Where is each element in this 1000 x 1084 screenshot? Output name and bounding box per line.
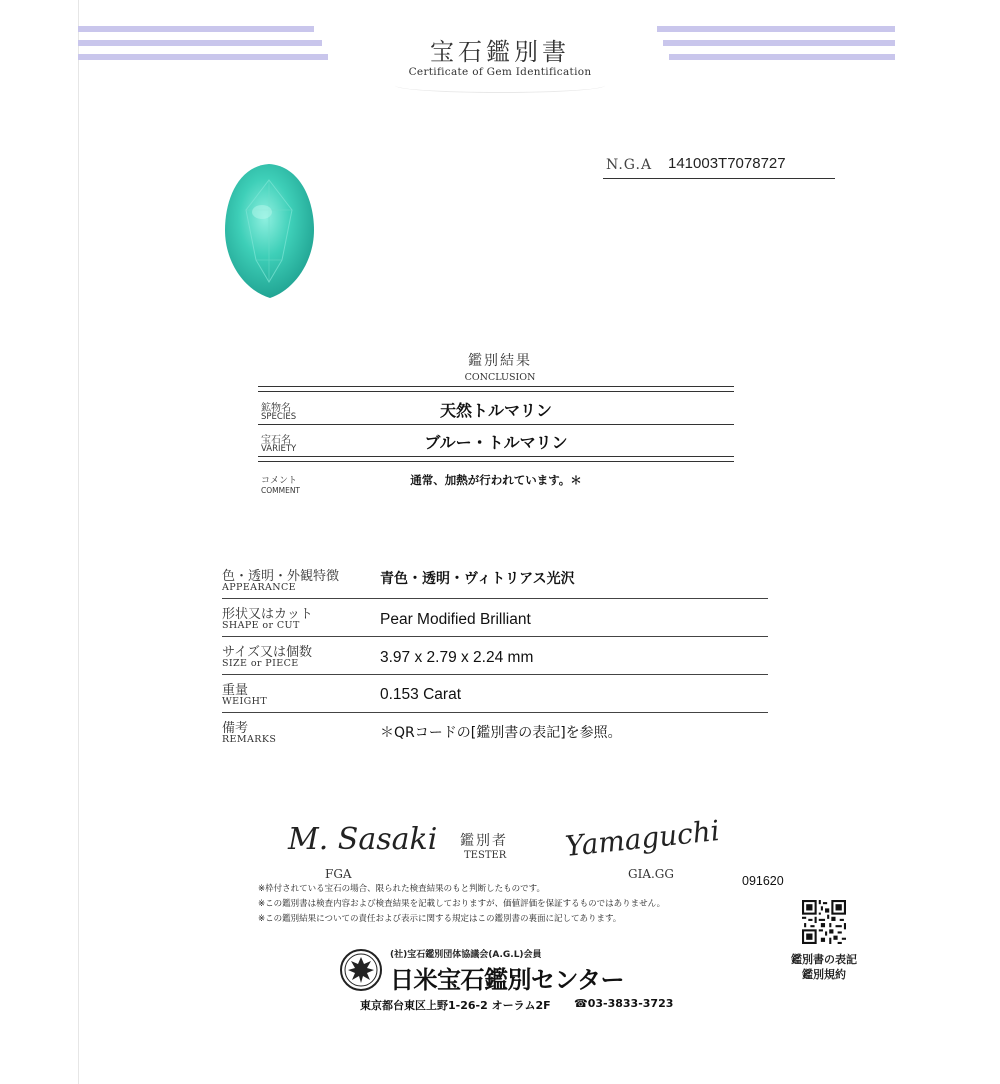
tester-label-jp: 鑑別者 xyxy=(460,833,508,849)
appearance-label-jp: 色・透明・外観特徴 xyxy=(222,569,340,584)
certificate-title: 宝石鑑別書 xyxy=(430,38,570,66)
association-membership: (社)宝石鑑別団体協議会(A.G.L)会員 xyxy=(390,950,542,960)
tester-label-en: TESTER xyxy=(464,850,507,861)
size-label-jp: サイズ又は個数 xyxy=(222,645,312,660)
certificate-subtitle: Certificate of Gem Identification xyxy=(408,66,592,78)
species-value: 天然トルマリン xyxy=(439,401,552,420)
left-signer-title: FGA xyxy=(325,867,352,881)
species-label-en: SPECIES xyxy=(261,412,297,422)
left-signature: M. Sasaki xyxy=(288,822,438,857)
appearance-label-en: APPEARANCE xyxy=(222,582,296,593)
conclusion-title: 鑑別結果 xyxy=(468,353,532,369)
shape-value: Pear Modified Brilliant xyxy=(380,611,531,628)
lab-name: 日米宝石鑑別センター xyxy=(390,966,625,994)
species-label-jp: 鉱物名 xyxy=(261,403,291,414)
tester-code: 091620 xyxy=(742,874,784,888)
shape-label-jp: 形状又はカット xyxy=(222,607,313,622)
note-line: ※この鑑別書は検査内容および検査結果を記載しておりますが、価値評価を保証するものではありません。 xyxy=(258,899,666,909)
qr-caption xyxy=(774,952,874,982)
phone-number: 03-3833-3723 xyxy=(587,997,674,1010)
conclusion-top-rule xyxy=(258,386,734,392)
eagle-emblem-icon xyxy=(339,948,383,992)
conclusion-bottom-rule xyxy=(258,456,734,462)
title-arc xyxy=(395,78,605,93)
comment-value: 通常、加熱が行われています。＊ xyxy=(410,473,582,487)
details-divider xyxy=(222,598,768,599)
comment-label-jp: コメント xyxy=(261,476,298,486)
note-line: ※この鑑別結果についての責任および表示に関する規定はこの鑑別書の裏面に記してあります。 xyxy=(258,914,622,924)
number-underline xyxy=(603,178,835,179)
variety-label-en: VARIETY xyxy=(261,444,297,454)
right-signer-title: GIA.GG xyxy=(628,867,674,881)
comment-label-en: COMMENT xyxy=(261,486,301,495)
shape-label-en: SHAPE or CUT xyxy=(222,620,300,631)
qr-code[interactable] xyxy=(802,900,846,944)
nga-label: N.G.A xyxy=(606,157,653,173)
size-value: 3.97 x 2.79 x 2.24 mm xyxy=(380,649,534,666)
variety-value: ブルー・トルマリン xyxy=(424,433,568,452)
weight-label-en: WEIGHT xyxy=(222,696,268,707)
certificate-number: 141003T7078727 xyxy=(668,155,786,172)
remarks-value: ＊QRコードの[鑑別書の表記]を参照。 xyxy=(380,725,622,741)
size-label-en: SIZE or PIECE xyxy=(222,658,299,669)
note-line: ※枠付されている宝石の場合、限られた検査結果のもと判断したものです。 xyxy=(258,884,545,894)
lab-phone xyxy=(574,997,673,1010)
weight-value: 0.153 Carat xyxy=(380,686,461,703)
lab-address: 東京都台東区上野1-26-2 オーラム2F xyxy=(360,999,551,1012)
remarks-label-jp: 備考 xyxy=(222,721,249,736)
page-edge xyxy=(78,0,79,1084)
conclusion-subtitle: CONCLUSION xyxy=(464,372,536,383)
details-divider xyxy=(222,674,768,675)
qr-caption-line1: 鑑別書の表記 xyxy=(791,953,857,966)
right-signature: Yamaguchi xyxy=(563,813,722,864)
weight-label-jp: 重量 xyxy=(222,683,249,698)
variety-label-jp: 宝石名 xyxy=(261,435,291,446)
conclusion-divider xyxy=(258,424,734,425)
remarks-label-en: REMARKS xyxy=(222,734,277,745)
gem-photo xyxy=(222,160,316,302)
phone-icon: ☎ xyxy=(574,997,588,1010)
qr-caption-line2: 鑑別規約 xyxy=(802,968,846,981)
details-divider xyxy=(222,636,768,637)
details-divider xyxy=(222,712,768,713)
appearance-value: 青色・透明・ヴィトリアス光沢 xyxy=(380,571,575,587)
